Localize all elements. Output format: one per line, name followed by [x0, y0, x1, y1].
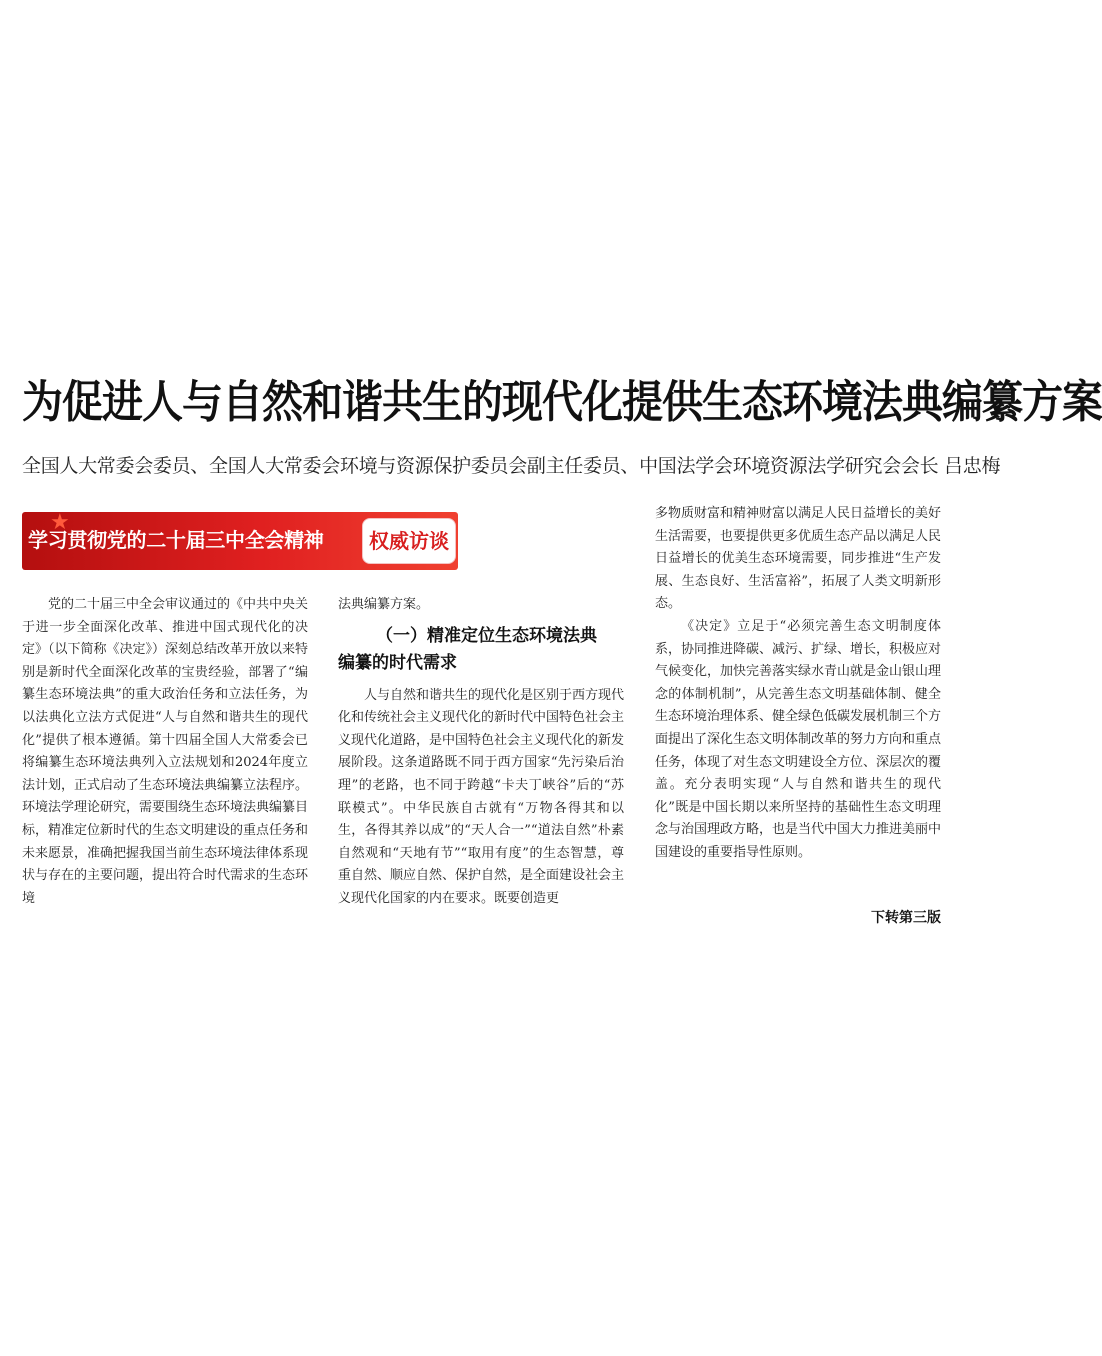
- banner-tag: [362, 518, 456, 564]
- article-column-2: [338, 594, 624, 911]
- section-heading-line-1: （一）精准定位生态环境法典: [376, 625, 597, 646]
- article-column-1: [22, 594, 308, 910]
- article-column-3: [655, 503, 941, 865]
- section-heading-line-2: 编纂的时代需求: [338, 652, 457, 673]
- article-paragraph: 《决定》立足于“必须完善生态文明制度体系，协同推进降碳、减污、扩绿、增长，积极应对气候变化，加快完善落实绿水青山就是金山银山理念的体制机制”，从完善生态文明基础体制、健全生态环境治理体系、健全绿色低碳发展机制三个方面提出了深化生态文明体制改革的努力方向和重点任务，体现了对生态文明建设全方位、深层次的覆盖。充分表明实现“人与自然和谐共生的现代化”既是中国长期以来所坚持的基础性生态文明理念与治国理政方略，也是当代中国大力推进美丽中国建设的重要指导性原则。: [655, 618, 942, 860]
- article-paragraph: 党的二十届三中全会审议通过的《中共中央关于进一步全面深化改革、推进中国式现代化的决定》（以下简称《决定》）深刻总结改革开放以来特别是新时代全面深化改革的宝贵经验，部署了“编纂生态环境法典”的重大政治任务和立法任务，为以法典化立法方式促进“人与自然和谐共生的现代化”提供了根本遵循。第十四届全国人大常委会已将编纂生态环境法典列入立法规划和2024年度立法计划，正式启动了生态环境法典编纂立法程序。环境法学理论研究，需要围绕生态环境法典编纂目标，精准定位新时代的生态文明建设的重点任务和未来愿景，准确把握我国当前生态环境法律体系现状与存在的主要问题，提出符合时代需求的生态环境: [22, 597, 309, 906]
- page-title: 为促进人与自然和谐共生的现代化提供生态环境法典编纂方案: [22, 376, 1102, 428]
- banner-title: 学习贯彻党的二十届三中全会精神: [28, 528, 324, 552]
- continued-on-page-note: 下转第三版: [871, 910, 941, 926]
- article-paragraph-continued: 多物质财富和精神财富以满足人民日益增长的美好生活需要，也要提供更多优质生态产品以满足人民日益增长的优美生态环境需要，同步推进“生产发展、生态良好、生活富裕”，拓展了人类文明新形态。: [655, 506, 942, 612]
- section-heading: [338, 623, 624, 677]
- column-banner: [22, 512, 458, 570]
- star-icon: ★: [50, 510, 70, 535]
- banner-tag-label: 权威访谈: [369, 529, 449, 553]
- article-paragraph: 人与自然和谐共生的现代化是区别于西方现代化和传统社会主义现代化的新时代中国特色社会主义现代化道路，是中国特色社会主义现代化的新发展阶段。这条道路既不同于西方国家“先污染后治理”的老路，也不同于跨越“卡夫丁峡谷”后的“苏联模式”。中华民族自古就有“万物各得其和以生，各得其养以成”的“天人合一”“道法自然”朴素自然观和“天地有节”“取用有度”的生态智慧，尊重自然、顺应自然、保护自然，是全面建设社会主义现代化国家的内在要求。既要创造更: [338, 687, 625, 906]
- author-byline: 全国人大常委会委员、全国人大常委会环境与资源保护委员会副主任委员、中国法学会环境资源法学研究会会长 吕忠梅: [22, 455, 1001, 477]
- article-paragraph-continued: 法典编纂方案。: [338, 597, 430, 612]
